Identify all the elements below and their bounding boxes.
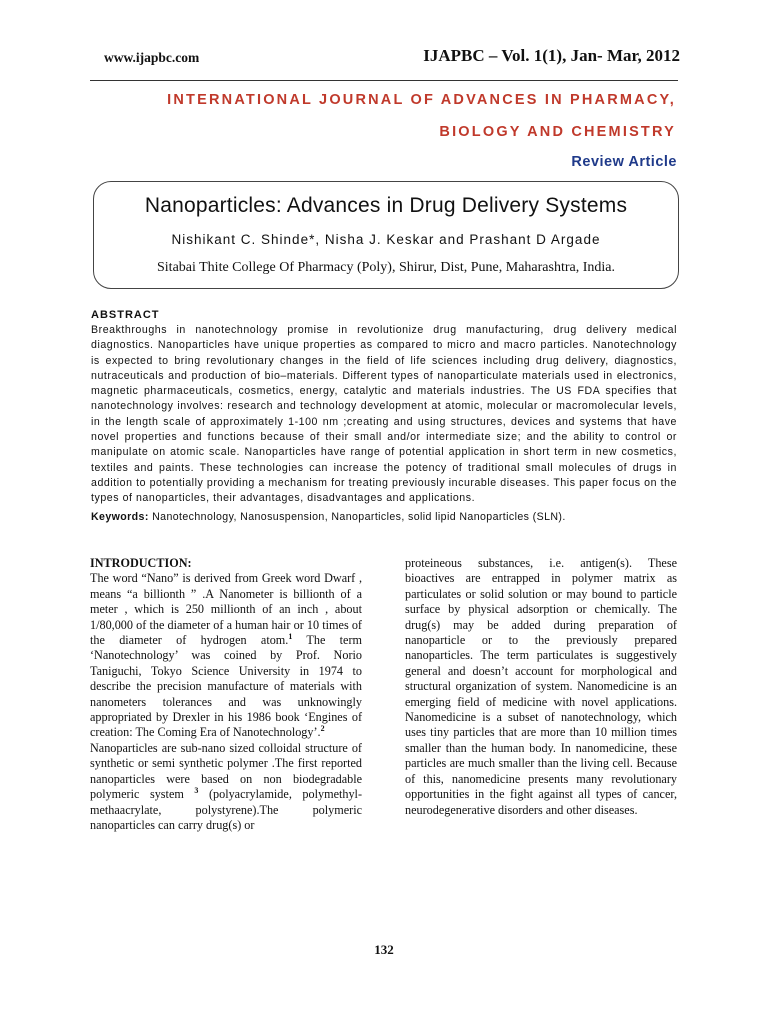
intro-text-1a: The word “Nano” is derived from Greek word Dwarf , means “a billionth ” .A Nanometer is billionth of a meter , which is 250 millionth of an inch , about 1/80,000 of the diameter of a human hair or 10 times of the diameter of hydrogen atom. (90, 571, 362, 648)
abstract-text: Breakthroughs in nanotechnology promise in revolutionize drug manufacturing, drug delivery medical diagnostics. Nanoparticles have unique properties as compared to micro and macro particles. Nanotechnology is expected to bring revolutionary changes in the field of life sciences including drug delivery, diagnostics, nutraceuticals and production of bio–materials. Different types of nanoparticulate materials used in electronics, magnetic pharmaceuticals, cosmetics, energy, catalytic and materials industries. The US FDA specifies that nanotechnology involves: research and technology development at atomic, molecular or macromolecular levels, in the length scale of approximately 1-100 nm ;creating and using structures, devices and systems that have novel properties and functions because of their small and/or intermediate size; and the ability to control or manipulate on atomic scale. Nanoparticles have range of potential application in short term in new cosmetics, textiles and paints. These technologies can increase the potency of traditional small molecules of drugs in addition to potentially providing a mechanism for treating previously incurable diseases. This paper focus on the types of nanoparticles, their advantages, disadvantages and applications. (91, 324, 677, 505)
journal-name-line2: BIOLOGY AND CHEMISTRY (439, 124, 676, 140)
article-title: Nanoparticles: Advances in Drug Delivery Systems (144, 194, 628, 217)
intro-text-2a: Nanoparticles are sub-nano sized colloidal structure of synthetic or semi synthetic polymer .The first reported nanoparticles were based on non biodegradable polymeric system (90, 740, 362, 802)
journal-name-line1: INTERNATIONAL JOURNAL OF ADVANCES IN PHARMACY, (167, 92, 676, 108)
citation-ref-1: 1 (288, 631, 293, 641)
intro-text-1b: The term ‘Nanotechnology’ was coined by Prof. Norio Taniguchi, Tokyo Science University in 1974 to describe the precision manufacture of materials with nanometers tolerances and was unknowingly appropriated by Drexler in his 1986 book ‘Engines of creation: The Coming Era of Nanotechnology’. (90, 633, 363, 740)
keywords-label: Keywords: (91, 511, 149, 523)
journal-website: www.ijapbc.com (104, 50, 200, 65)
page-number: 132 (374, 942, 394, 957)
keywords (91, 511, 677, 523)
title-box (93, 181, 679, 289)
intro-text-2b: (polyacrylamide, polymethyl-methaacrylate, polystyrene).The polymeric nanoparticles can carry drug(s) or (90, 787, 362, 832)
intro-paragraph-right: proteineous substances, i.e. antigen(s). These bioactives are entrapped in polymer matrix as particulates or solid solution or may bound to particle surface by physical adsorption or chemically. The drug(s) may be added during preparation of nanoparticle or to the previously prepared nanoparticles. The term particulates is suggestively general and doesn’t account for morphological and structural organization of system. Nanomedicine is an emerging field of medicine with novel applications. Nanomedicine is a subset of nanotechnology, which uses tiny particles that are more than 10 million times smaller than the human body. In nanomedicine, these particles are much smaller than the living cell. Because of this, nanomedicine presents many revolutionary opportunities in the fight against all types of cancer, neurodegenerative disorders and other diseases. (405, 556, 677, 817)
intro-paragraph-1 (90, 571, 362, 740)
header-divider (90, 80, 678, 81)
citation-ref-2: 2 (320, 724, 325, 734)
keywords-text: Nanotechnology, Nanosuspension, Nanoparticles, solid lipid Nanoparticles (SLN). (152, 511, 566, 523)
article-authors: Nishikant C. Shinde*, Nisha J. Keskar and Prashant D Argade (171, 232, 601, 247)
journal-citation: IJAPBC – Vol. 1(1), Jan- Mar, 2012 (423, 46, 680, 65)
body-column-right (405, 556, 677, 818)
body-column-left (90, 556, 362, 833)
article-type: Review Article (571, 154, 677, 170)
citation-ref-3: 3 (194, 786, 199, 796)
intro-paragraph-2 (90, 741, 362, 833)
introduction-heading: INTRODUCTION: (90, 556, 192, 570)
abstract-heading: ABSTRACT (91, 309, 160, 321)
article-affiliation: Sitabai Thite College Of Pharmacy (Poly), Shirur, Dist, Pune, Maharashtra, India. (157, 260, 615, 275)
